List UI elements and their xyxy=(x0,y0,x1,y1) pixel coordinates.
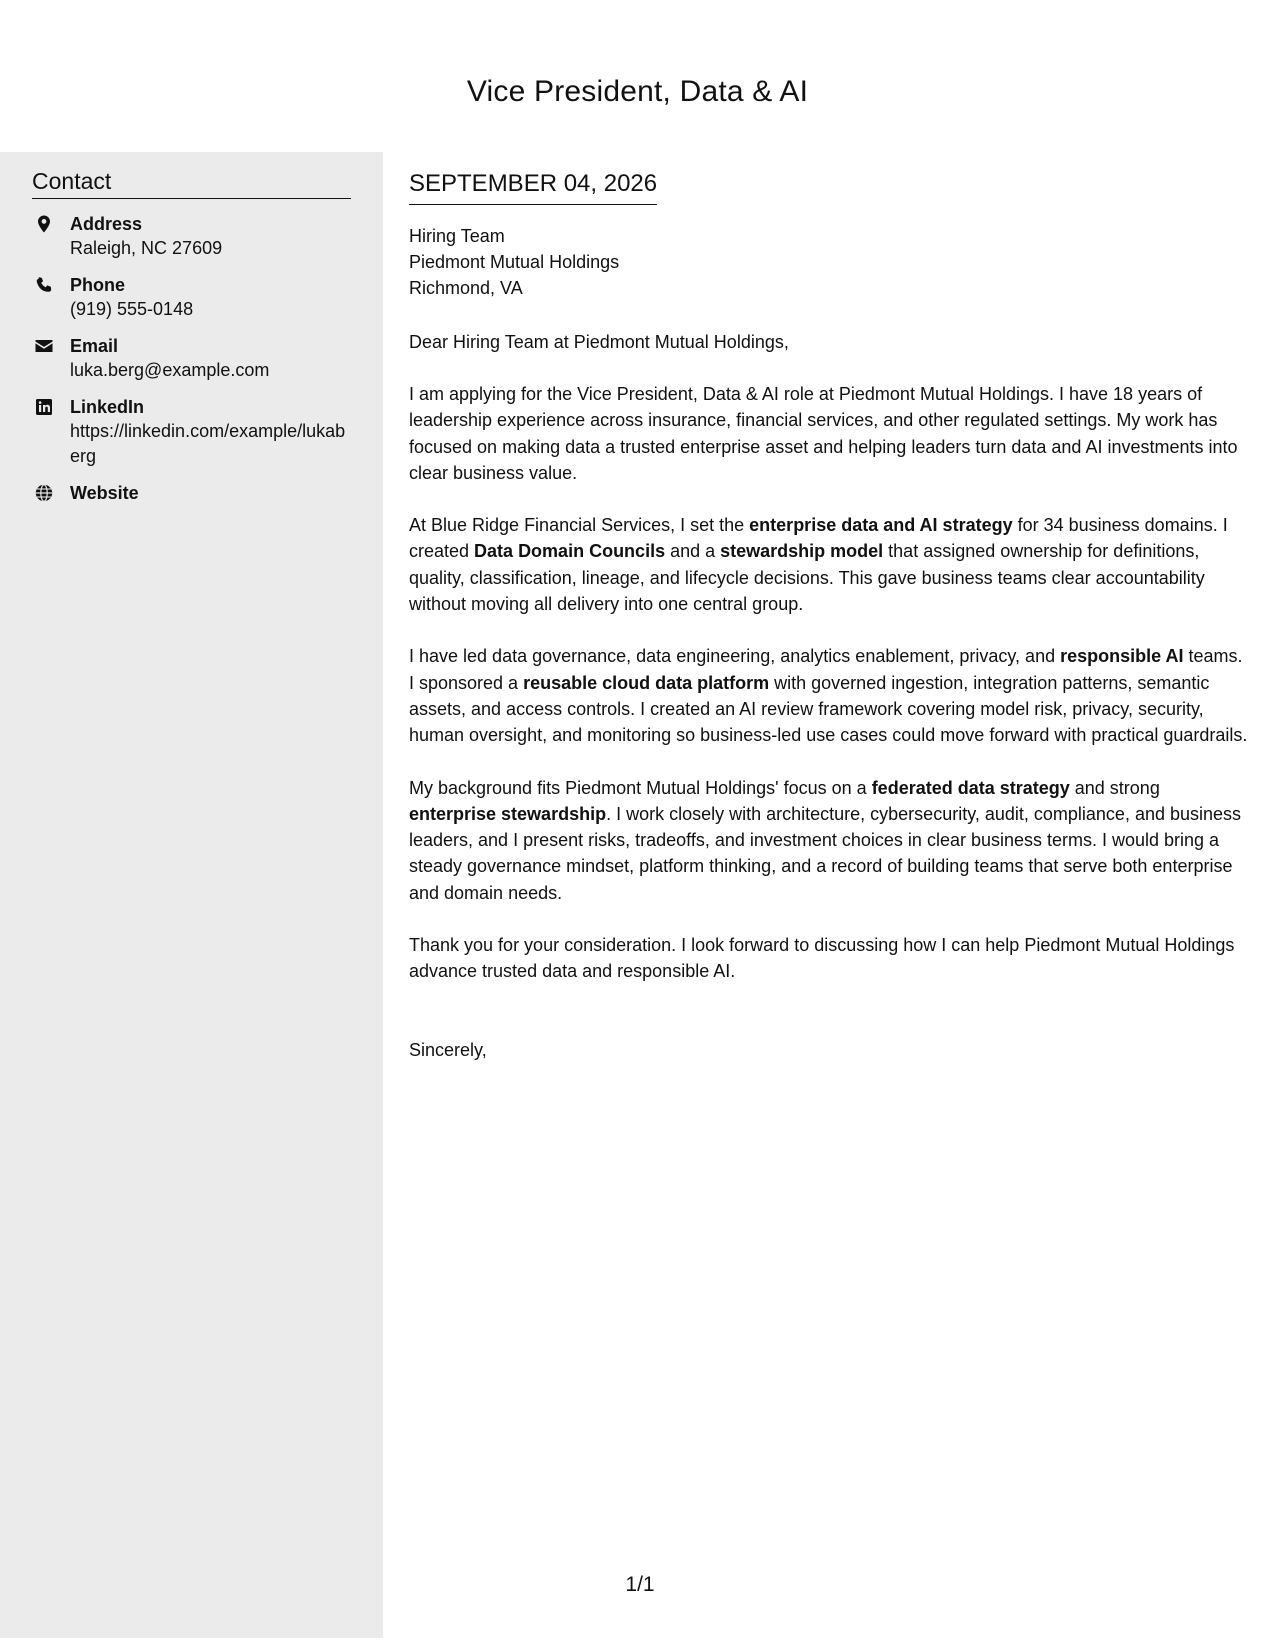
highlight-text: reusable cloud data platform xyxy=(523,672,770,693)
contact-heading: Contact xyxy=(32,166,351,199)
contact-value-linkedin: https://linkedin.com/example/lukaberg xyxy=(70,421,346,466)
highlight-text: responsible AI xyxy=(1060,646,1184,667)
page-title: Vice President, Data & AI xyxy=(466,75,809,108)
contact-item-website xyxy=(32,481,362,505)
contact-label-phone: Phone xyxy=(70,275,126,295)
contact-sidebar xyxy=(0,152,383,1638)
contact-label-linkedin: LinkedIn xyxy=(70,397,145,417)
phone-icon xyxy=(34,275,54,295)
body-paragraph-2: At Blue Ridge Financial Services, I set the enterprise data and AI strategy for 34 business domains. I created Data Domain Councils and a stewardship model that assigned ownership for definitions, quality, classification, lineage, and lifecycle decisions. This gave business teams clear accountability without moving all delivery into one central group. xyxy=(409,515,1228,615)
contact-value-phone: (919) 555-0148 xyxy=(70,299,194,319)
contact-item-linkedin xyxy=(32,395,362,469)
letter-date: SEPTEMBER 04, 2026 xyxy=(409,168,657,205)
contact-item-phone xyxy=(32,273,362,322)
page-number: 1/1 xyxy=(625,1573,655,1596)
contact-item-address xyxy=(32,212,362,261)
contact-label-email: Email xyxy=(70,336,119,356)
envelope-icon xyxy=(34,336,54,356)
contact-value-email: luka.berg@example.com xyxy=(70,360,270,380)
contact-label-website: Website xyxy=(70,483,139,503)
highlight-text: Data Domain Councils xyxy=(474,541,666,562)
letter-body xyxy=(409,381,1249,985)
body-paragraph-4: My background fits Piedmont Mutual Holdings' focus on a federated data strategy and strong enterprise stewardship. I work closely with architecture, cybersecurity, audit, compliance, and business leaders, and I present risks, tradeoffs, and investment choices in clear business terms. I would bring a steady governance mindset, platform thinking, and a record of building teams that serve both enterprise and domain needs. xyxy=(409,777,1242,903)
recipient-location: Richmond, VA xyxy=(409,278,523,298)
salutation: Dear Hiring Team at Piedmont Mutual Holdings, xyxy=(409,332,789,352)
globe-icon xyxy=(34,483,54,503)
recipient-company: Piedmont Mutual Holdings xyxy=(409,252,620,272)
contact-item-email xyxy=(32,334,362,383)
body-paragraph-5: Thank you for your consideration. I look forward to discussing how I can help Piedmont Mutual Holdings advance trusted data and responsible AI. xyxy=(409,935,1235,982)
highlight-text: enterprise stewardship xyxy=(409,803,607,824)
letter-main xyxy=(409,152,1249,1063)
body-paragraph-1: I am applying for the Vice President, Data & AI role at Piedmont Mutual Holdings. I have 18 years of leadership experience across insurance, financial services, and other regulated settings. My work has focused on making data a trusted enterprise asset and helping leaders turn data and AI investments into clear business value. xyxy=(409,384,1238,483)
body-paragraph-3: I have led data governance, data engineering, analytics enablement, privacy, and responsible AI teams. I sponsored a reusable cloud data platform with governed ingestion, integration patterns, semantic assets, and access controls. I created an AI review framework covering model risk, privacy, security, human oversight, and monitoring so business-led use cases could move forward with practical guardrails. xyxy=(409,646,1248,746)
contact-value-address: Raleigh, NC 27609 xyxy=(70,238,223,258)
map-pin-icon xyxy=(34,214,54,234)
contact-label-address: Address xyxy=(70,214,143,234)
closing: Sincerely, xyxy=(409,1039,487,1060)
recipient-block xyxy=(409,223,1249,301)
highlight-text: stewardship model xyxy=(720,541,884,562)
contact-list xyxy=(32,212,362,517)
highlight-text: enterprise data and AI strategy xyxy=(749,515,1013,536)
linkedin-icon xyxy=(34,397,54,417)
recipient-line: Hiring Team xyxy=(409,226,505,246)
highlight-text: federated data strategy xyxy=(871,777,1070,798)
